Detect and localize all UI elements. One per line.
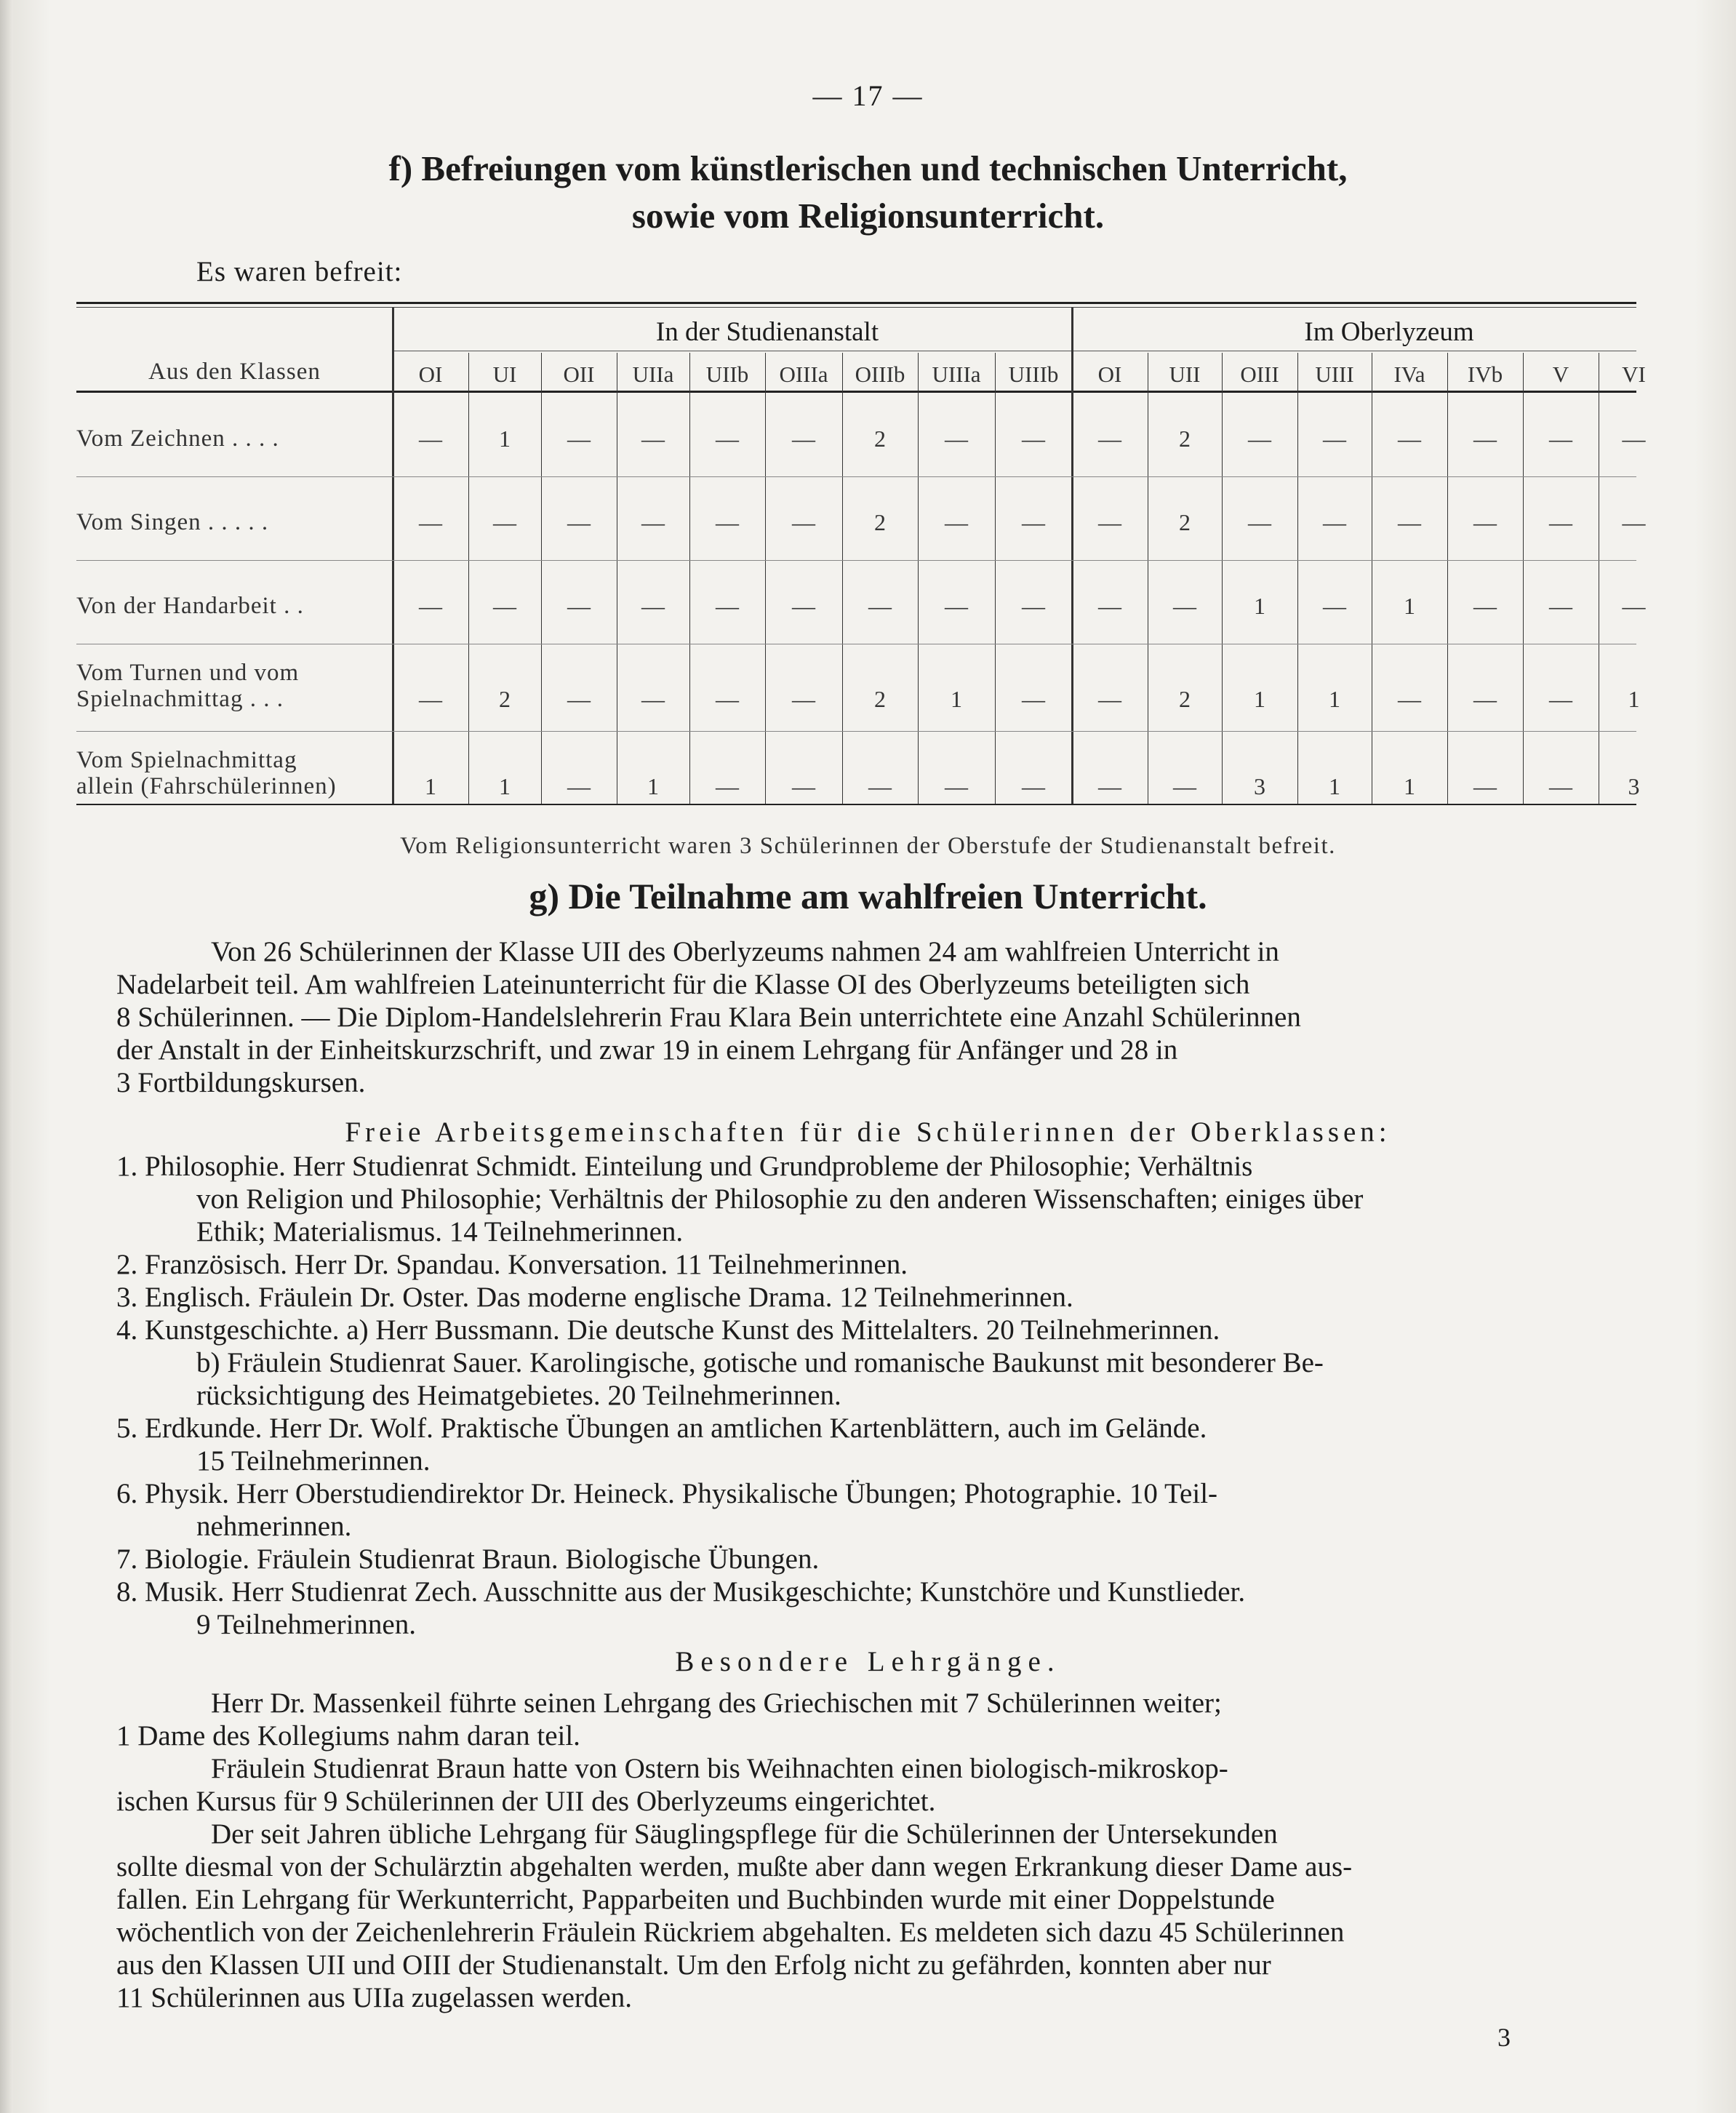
table-cell: — <box>1398 686 1421 712</box>
column-header: OIIIb <box>855 362 905 387</box>
row-label-line: allein (Fahrschülerinnen) <box>76 773 337 799</box>
table-top-rule-thin <box>76 307 1636 308</box>
table-cell: — <box>1549 593 1572 619</box>
table-cell: — <box>1622 509 1646 535</box>
besondere-lehrgaenge-heading: Besondere Lehrgänge. <box>675 1646 1061 1677</box>
column-header: IVb <box>1467 362 1503 387</box>
table-cell: — <box>1248 509 1271 535</box>
section-g-title: g) Die Teilnahme am wahlfreien Unterricht. <box>529 876 1207 916</box>
table-cell: — <box>792 773 815 799</box>
book-spine-shadow <box>0 0 13 2113</box>
column-header: UI <box>492 362 517 387</box>
table-cell: — <box>641 509 665 535</box>
text-line: sollte diesmal von der Schulärztin abgehalten werden, mußte aber dann wegen Erkrankung dieser Dame aus- <box>116 1851 1353 1882</box>
row-label <box>76 593 304 619</box>
table-cell: 1 <box>1404 593 1415 619</box>
table-cell: — <box>1248 426 1271 452</box>
text-line: 4. Kunstgeschichte. a) Herr Bussmann. Die deutsche Kunst des Mittelalters. 20 Teilnehmerinnen. <box>116 1314 1220 1346</box>
table-cell: — <box>1473 509 1497 535</box>
column-header: OI <box>418 362 443 387</box>
text-line: rücksichtigung des Heimatgebietes. 20 Teilnehmerinnen. <box>196 1380 841 1411</box>
text-line: Fräulein Studienrat Braun hatte von Ostern bis Weihnachten einen biologisch-mikroskop- <box>211 1753 1228 1784</box>
table-cell: 2 <box>874 509 886 535</box>
text-line: aus den Klassen UII und OIII der Studienanstalt. Um den Erfolg nicht zu gefährden, konnten aber nur <box>116 1949 1271 1981</box>
section-f-title-line1: f) Befreiungen vom künstlerischen und technischen Unterricht, <box>388 148 1348 188</box>
column-header: OI <box>1097 362 1122 387</box>
table-cell: — <box>1098 593 1121 619</box>
column-rule <box>842 353 843 804</box>
table-cell: — <box>1473 593 1497 619</box>
text-line: Nadelarbeit teil. Am wahlfreien Lateinunterricht für die Klasse OI des Oberlyzeums beteiligten sich <box>116 969 1250 1000</box>
column-header: VI <box>1622 362 1646 387</box>
table-cell: — <box>716 686 739 712</box>
table-cell: — <box>1323 426 1346 452</box>
table-cell: — <box>1323 593 1346 619</box>
table-top-rule <box>76 302 1636 304</box>
table-cell: 1 <box>1628 686 1640 712</box>
column-rule <box>918 353 919 804</box>
table-cell: — <box>1622 426 1646 452</box>
row-separator <box>76 476 1636 477</box>
table-cell: — <box>567 773 591 799</box>
table-cell: — <box>1098 509 1121 535</box>
table-cell: 2 <box>499 686 511 712</box>
column-header: UIIa <box>632 362 674 387</box>
table-cell: — <box>1473 426 1497 452</box>
sheet-number: 3 <box>1497 2023 1511 2052</box>
table-cell: — <box>868 593 892 619</box>
table-cell: 2 <box>1179 686 1191 712</box>
row-label-line: Vom Turnen und vom <box>76 660 300 686</box>
text-line: der Anstalt in der Einheitskurzschrift, und zwar 19 in einem Lehrgang für Anfänger und 28 in <box>116 1034 1178 1066</box>
table-cell: 3 <box>1628 773 1640 799</box>
arbeitsgemeinschaften-heading: Freie Arbeitsgemeinschaften für die Schülerinnen der Oberklassen: <box>345 1117 1391 1148</box>
column-rule <box>468 353 469 804</box>
column-header: V <box>1552 362 1569 387</box>
table-cell: — <box>868 773 892 799</box>
table-cell: — <box>1398 426 1421 452</box>
table-cell: — <box>567 686 591 712</box>
table-cell: — <box>1022 686 1045 712</box>
text-line: Von 26 Schülerinnen der Klasse UII des Oberlyzeums nahmen 24 am wahlfreien Unterricht in <box>211 936 1279 967</box>
table-cell: — <box>419 509 442 535</box>
table-cell: 1 <box>499 426 511 452</box>
table-cell: — <box>716 593 739 619</box>
text-line: 6. Physik. Herr Oberstudiendirektor Dr. Heineck. Physikalische Übungen; Photographie. 10 Teil- <box>116 1478 1218 1509</box>
table-cell: — <box>493 593 516 619</box>
column-header-rule <box>76 391 1636 393</box>
table-cell: 1 <box>951 686 962 712</box>
text-line: von Religion und Philosophie; Verhältnis der Philosophie zu den anderen Wissenschaften; einiges über <box>196 1183 1364 1215</box>
table-cell: — <box>792 686 815 712</box>
table-cell: 1 <box>1329 773 1340 799</box>
table-cell: — <box>945 509 968 535</box>
table-cell: — <box>1549 686 1572 712</box>
table-cell: 2 <box>1179 426 1191 452</box>
table-cell: — <box>1022 593 1045 619</box>
text-line: 11 Schülerinnen aus UIIa zugelassen werden. <box>116 1982 632 2013</box>
text-line: b) Fräulein Studienrat Sauer. Karolingische, gotische und romanische Baukunst mit besonderer Be- <box>196 1347 1324 1378</box>
row-label-line: Vom Spielnachmittag <box>76 747 297 773</box>
text-line: 7. Biologie. Fräulein Studienrat Braun. Biologische Übungen. <box>116 1543 820 1575</box>
text-line: 3 Fortbildungskursen. <box>116 1067 366 1098</box>
text-line: Der seit Jahren übliche Lehrgang für Säuglingspflege für die Schülerinnen der Untersekunden <box>211 1818 1278 1850</box>
row-separator <box>76 731 1636 732</box>
table-cell: — <box>1098 426 1121 452</box>
table-cell: — <box>1473 773 1497 799</box>
table-cell: — <box>419 686 442 712</box>
row-label <box>76 660 299 712</box>
table-cell: — <box>419 426 442 452</box>
column-rule <box>1297 353 1298 804</box>
text-line: nehmerinnen. <box>196 1511 352 1542</box>
row-header-label: Aus den Klassen <box>148 359 321 385</box>
table-cell: — <box>1098 773 1121 799</box>
column-rule <box>689 353 690 804</box>
row-label-line: Vom Singen . . . . . <box>76 509 269 535</box>
table-cell: — <box>641 593 665 619</box>
row-label <box>76 747 337 799</box>
table-cell: — <box>567 426 591 452</box>
table-cell: — <box>792 593 815 619</box>
column-header: OIII <box>1240 362 1279 387</box>
table-cell: 1 <box>1404 773 1415 799</box>
row-label-line: Vom Zeichnen . . . . <box>76 426 279 452</box>
table-cell: — <box>641 686 665 712</box>
table-cell: 3 <box>1254 773 1265 799</box>
row-label <box>76 426 279 452</box>
table-cell: — <box>1098 686 1121 712</box>
row-separator <box>76 560 1636 561</box>
table-cell: 1 <box>647 773 659 799</box>
section-f-title-line2: sowie vom Religionsunterricht. <box>631 196 1105 236</box>
text-line: wöchentlich von der Zeichenlehrerin Fräulein Rückriem abgehalten. Es meldeten sich dazu 45 Schülerinnen <box>116 1917 1345 1948</box>
text-line: 1 Dame des Kollegiums nahm daran teil. <box>116 1720 580 1751</box>
table-cell: — <box>945 593 968 619</box>
table-cell: — <box>716 773 739 799</box>
table-cell: — <box>493 509 516 535</box>
row-label <box>76 509 268 535</box>
column-header: UIIIa <box>932 362 981 387</box>
table-cell: — <box>1022 509 1045 535</box>
table-cell: — <box>792 509 815 535</box>
column-header: UII <box>1169 362 1201 387</box>
row-label-line: Spielnachmittag . . . <box>76 686 284 712</box>
text-line: 5. Erdkunde. Herr Dr. Wolf. Praktische Übungen an amtlichen Kartenblättern, auch im Gelände. <box>116 1413 1207 1444</box>
table-cell: — <box>1173 773 1196 799</box>
table-cell: — <box>1173 593 1196 619</box>
text-line: 15 Teilnehmerinnen. <box>196 1445 431 1477</box>
column-header: UIIIb <box>1008 362 1059 387</box>
table-cell: 1 <box>1254 593 1265 619</box>
table-cell: — <box>1398 509 1421 535</box>
text-line: Herr Dr. Massenkeil führte seinen Lehrgang des Griechischen mit 7 Schülerinnen weiter; <box>211 1687 1222 1719</box>
table-cell: — <box>1549 773 1572 799</box>
table-cell: — <box>1622 593 1646 619</box>
column-header: OII <box>563 362 595 387</box>
text-line: 2. Französisch. Herr Dr. Spandau. Konversation. 11 Teilnehmerinnen. <box>116 1249 908 1280</box>
table-cell: 2 <box>1179 509 1191 535</box>
text-line: Ethik; Materialismus. 14 Teilnehmerinnen. <box>196 1216 684 1247</box>
table-cell: 1 <box>1329 686 1340 712</box>
table-footnote: Vom Religionsunterricht waren 3 Schülerinnen der Oberstufe der Studienanstalt befreit. <box>400 833 1336 859</box>
column-header: UIIb <box>705 362 749 387</box>
column-rule <box>1447 353 1448 804</box>
table-cell: 1 <box>499 773 511 799</box>
column-header: OIIIa <box>779 362 828 387</box>
table-cell: — <box>567 593 591 619</box>
table-cell: 2 <box>874 426 886 452</box>
table-cell: — <box>1022 426 1045 452</box>
table-cell: — <box>792 426 815 452</box>
table-cell: — <box>716 509 739 535</box>
table-cell: — <box>419 593 442 619</box>
table-cell: — <box>1473 686 1497 712</box>
table-cell: — <box>1549 509 1572 535</box>
group-header-oberlyzeum: Im Oberlyzeum <box>1304 317 1474 347</box>
column-rule <box>1222 353 1223 804</box>
column-rule <box>541 353 542 804</box>
column-rule <box>995 353 996 804</box>
column-header: IVa <box>1393 362 1425 387</box>
table-cell: — <box>1549 426 1572 452</box>
table-cell: — <box>716 426 739 452</box>
table-cell: 1 <box>425 773 436 799</box>
page-number: — 17 — <box>812 79 924 112</box>
column-header: UIII <box>1315 362 1354 387</box>
table-cell: — <box>567 509 591 535</box>
table-cell: 1 <box>1254 686 1265 712</box>
table-bottom-rule <box>76 804 1636 805</box>
text-line: 3. Englisch. Fräulein Dr. Oster. Das moderne englische Drama. 12 Teilnehmerinnen. <box>116 1282 1073 1313</box>
text-line: 8 Schülerinnen. — Die Diplom-Handelslehrerin Frau Klara Bein unterrichtete eine Anzahl Schülerinnen <box>116 1002 1301 1033</box>
text-line: fallen. Ein Lehrgang für Werkunterricht, Papparbeiten und Buchbinden wurde mit einer Doppelstunde <box>116 1884 1275 1915</box>
table-cell: 2 <box>874 686 886 712</box>
table-cell: — <box>1323 509 1346 535</box>
text-line: 9 Teilnehmerinnen. <box>196 1609 416 1640</box>
column-rule <box>1523 353 1524 804</box>
table-cell: — <box>945 773 968 799</box>
row-label-line: Von der Handarbeit . . <box>76 593 304 619</box>
table-cell: — <box>945 426 968 452</box>
column-rule <box>765 353 766 804</box>
table-cell: — <box>641 426 665 452</box>
text-line: ischen Kursus für 9 Schülerinnen der UII des Oberlyzeums eingerichtet. <box>116 1786 936 1817</box>
text-line: 8. Musik. Herr Studienrat Zech. Ausschnitte aus der Musikgeschichte; Kunstchöre und Kunstlieder. <box>116 1576 1246 1607</box>
table-cell: — <box>1022 773 1045 799</box>
group-header-studienanstalt: In der Studienanstalt <box>655 317 879 347</box>
text-line: 1. Philosophie. Herr Studienrat Schmidt. Einteilung und Grundprobleme der Philosophie; Verhältnis <box>116 1151 1253 1182</box>
section-f-intro: Es waren befreit: <box>196 256 403 287</box>
